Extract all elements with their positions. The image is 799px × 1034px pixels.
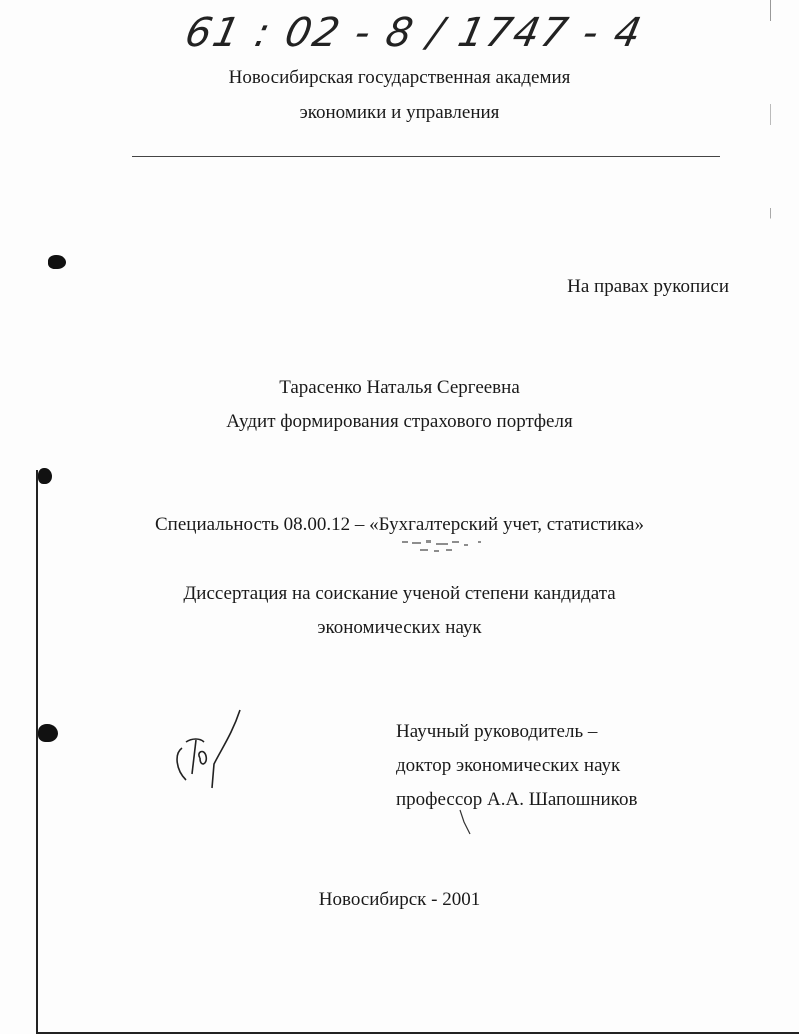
specialty-line: Специальность 08.00.12 – «Бухгалтерский учет, статистика» — [155, 514, 644, 535]
institution-line-1: Новосибирская государственная академия — [228, 67, 571, 88]
supervisor-name: профессор А.А. Шапошников — [396, 789, 638, 810]
handwritten-signature — [170, 708, 250, 798]
manuscript-rights-note: На правах рукописи — [567, 276, 729, 297]
dissertation-title: Аудит формирования страхового портфеля — [226, 411, 573, 432]
scan-edge-left — [36, 470, 38, 1034]
stamp-smudge — [400, 538, 504, 556]
supervisor-degree: доктор экономических наук — [396, 755, 621, 776]
institution-line-2: экономики и управления — [299, 102, 500, 123]
pen-tick-mark — [456, 808, 476, 838]
city-year: Новосибирск - 2001 — [318, 889, 481, 910]
dissertation-line-1: Диссертация на соискание ученой степени кандидата — [183, 583, 616, 604]
handwritten-catalog-code: 61 : 02 - 8 / 1747 - 4 — [181, 10, 647, 56]
supervisor-role: Научный руководитель – — [396, 721, 598, 742]
punch-hole-blot — [38, 468, 52, 484]
dissertation-line-2: экономических наук — [317, 617, 482, 638]
header-divider — [132, 156, 720, 157]
punch-hole-blot — [38, 724, 58, 742]
punch-hole-blot — [48, 255, 66, 269]
author-name: Тарасенко Наталья Сергеевна — [279, 377, 520, 398]
